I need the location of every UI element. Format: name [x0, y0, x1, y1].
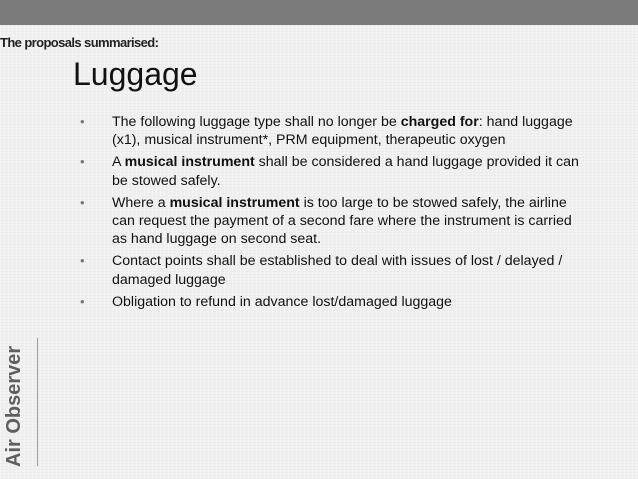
bullet-text: A [112, 154, 125, 171]
bullet-marker: • [80, 194, 85, 210]
bullet-emphasis: charged for [400, 114, 479, 130]
brand-vertical-label: Air Observer [3, 345, 25, 467]
bullet-item [80, 153, 580, 189]
bullet-text: The following luggage type shall no longer be [112, 114, 401, 130]
bullet-list [80, 113, 580, 315]
bullet-marker: • [80, 154, 85, 170]
slide-title: Luggage [73, 56, 198, 92]
side-divider [37, 338, 38, 466]
bullet-text: : hand luggage (x1), musical instrument*, PRM equipment, therapeutic oxygen [112, 114, 573, 149]
bullet-item [80, 252, 580, 288]
bullet-marker: • [80, 114, 85, 129]
bullet-emphasis: musical instrument [169, 194, 300, 211]
bullet-text: Where a [112, 194, 170, 211]
bullet-item [80, 194, 580, 249]
bullet-marker: • [80, 293, 85, 309]
bullet-text: shall be considered a hand luggage provided it can be stowed safely. [112, 154, 579, 189]
section-subtitle: The proposals summarised: [0, 35, 159, 50]
top-bar [0, 0, 638, 25]
bullet-item [80, 113, 580, 149]
bullet-emphasis: musical instrument [124, 154, 255, 171]
bullet-item [80, 293, 580, 311]
bullet-text: is too large to be stowed safely, the airline can request the payment of a second fare where the instrument is carried as hand luggage on second seat. [112, 194, 572, 248]
bullet-text: Obligation to refund in advance lost/damaged luggage [112, 293, 452, 310]
bullet-text: Contact points shall be established to deal with issues of lost / delayed / damaged luggage [112, 253, 563, 288]
bullet-marker: • [80, 253, 85, 269]
